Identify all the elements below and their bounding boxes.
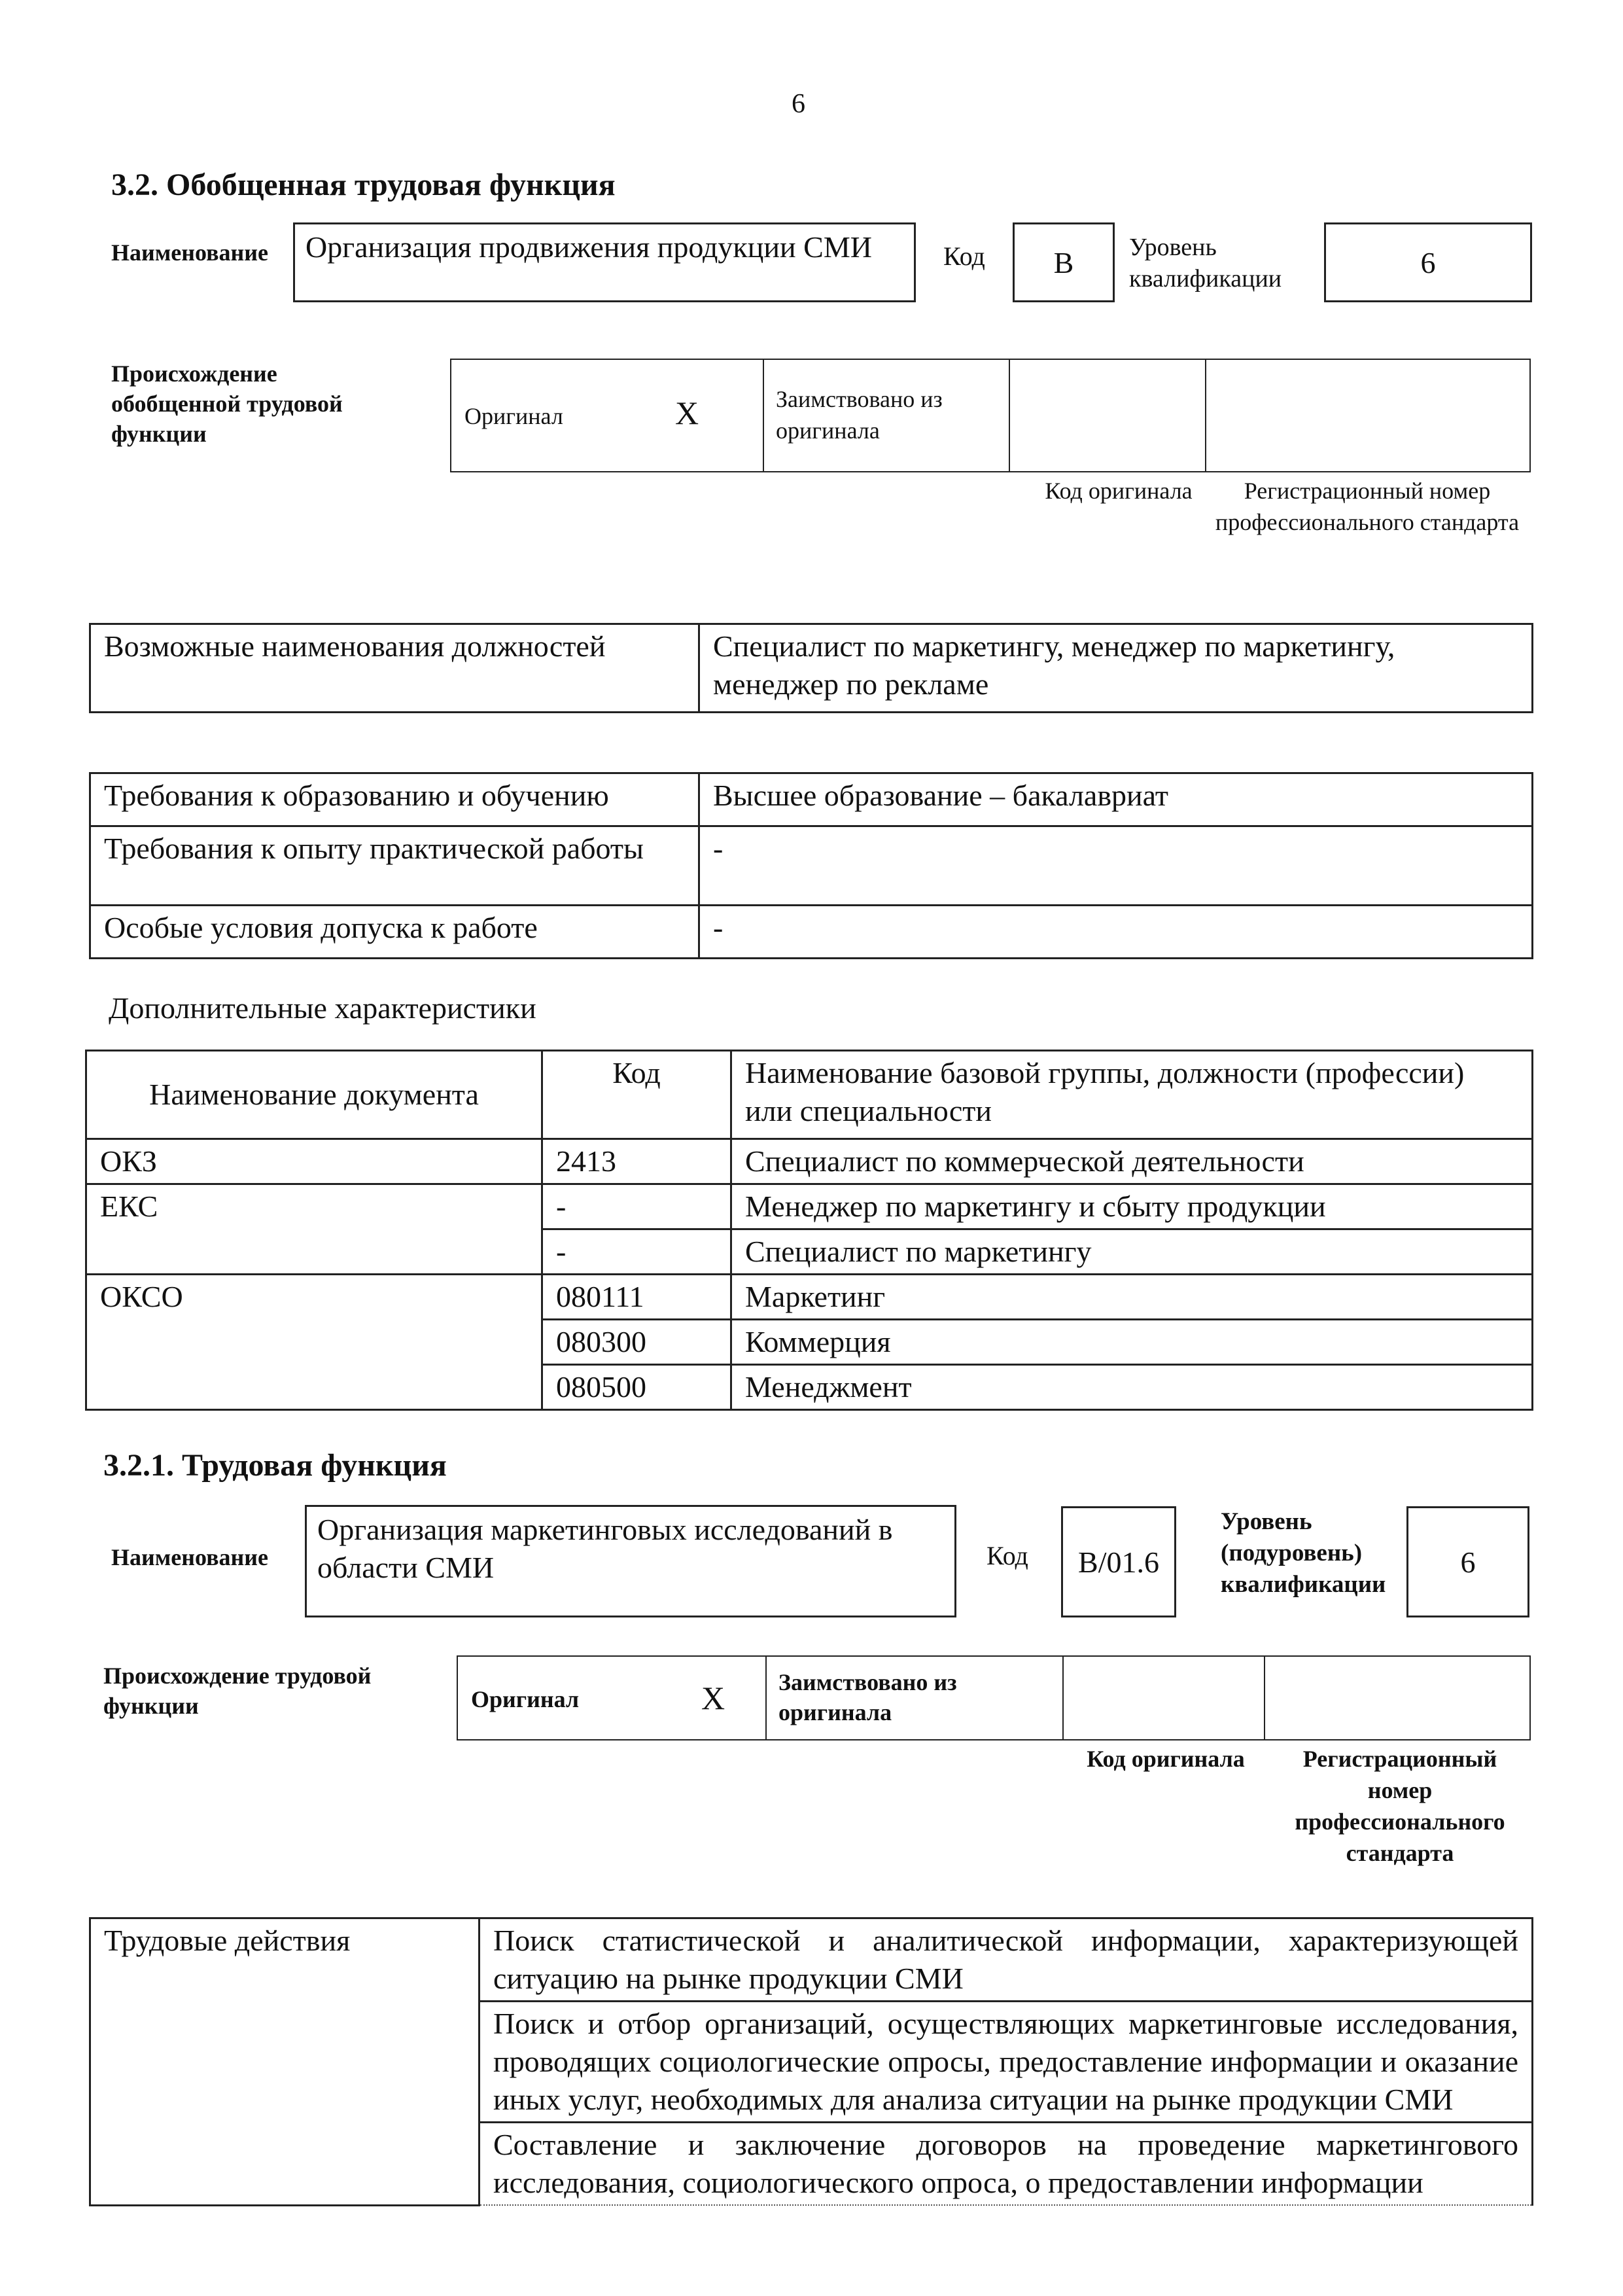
requirement-value: Высшее образование – бакалавриат [699,773,1533,826]
table-row [90,1918,1533,2002]
doc-cell: ОКЗ [86,1139,542,1184]
requirement-label: Требования к опыту практической работы [90,826,699,906]
name-cell: Специалист по коммерческой деятельности [731,1139,1533,1184]
header-group-name: Наименование базовой группы, должности (профессии) или специальности [731,1051,1533,1139]
table-row [86,1139,1533,1184]
positions-label: Возможные наименования должностей [90,624,699,713]
origin-table [457,1655,1531,1740]
name-label: Наименование [111,239,268,266]
table-row [90,773,1533,826]
origin-label: Происхождение трудовой функции [103,1663,372,1719]
page-number: 6 [792,89,805,119]
origin-code-caption: Код оригинала [1087,1746,1245,1772]
code-cell: 080300 [542,1320,731,1365]
function-name: Организация продвижения продукции СМИ [305,230,872,264]
code-value: B/01.6 [1078,1545,1159,1579]
borrowed-label: Заимствовано из оригинала [776,386,943,444]
level-value: 6 [1420,245,1436,279]
origin-label: Происхождение обобщенной трудовой функции [111,361,343,447]
requirement-label: Особые условия допуска к работе [90,906,699,959]
code-cell: 080111 [542,1275,731,1320]
function-name: Организация маркетинговых исследований в области СМИ [317,1513,893,1584]
origin-table [450,359,1531,472]
code-cell: - [542,1184,731,1229]
requirement-label: Требования к образованию и обучению [90,773,699,826]
name-cell: Маркетинг [731,1275,1533,1320]
requirement-value: - [699,826,1533,906]
actions-label: Трудовые действия [90,1918,480,2206]
name-label: Наименование [111,1544,268,1570]
positions-value: Специалист по маркетингу, менеджер по маркетингу, менеджер по рекламе [699,624,1533,713]
header-document: Наименование документа [86,1051,542,1139]
original-label: Оригинал [471,1686,580,1712]
reg-number-caption: Регистрационный номер профессионального стандарта [1215,478,1520,535]
code-cell: 080500 [542,1365,731,1410]
header-code: Код [542,1051,731,1139]
code-box [1013,222,1115,302]
original-mark: X [701,1680,725,1716]
additional-label: Дополнительные характеристики [109,991,536,1025]
level-label: Уровень квалификации [1129,234,1282,292]
requirement-value: - [699,906,1533,959]
table-row [86,1275,1533,1320]
level-box [1324,222,1532,302]
table-row [90,906,1533,959]
original-mark: X [675,395,699,431]
name-cell: Специалист по маркетингу [731,1229,1533,1275]
level-value: 6 [1460,1545,1476,1579]
doc-cell: ЕКС [86,1184,542,1275]
reg-number-caption: Регистрационный номер профессионального стандарта [1295,1746,1505,1866]
code-value: B [1053,245,1074,279]
code-cell: 2413 [542,1139,731,1184]
additional-table [85,1050,1533,1411]
action-item: Поиск статистической и аналитической информации, характеризующей ситуацию на рынке продукции СМИ [480,1918,1533,2002]
requirements-table [89,772,1533,959]
section-heading: 3.2. Обобщенная трудовая функция [111,168,616,202]
level-label: Уровень (подуровень) квалификации [1221,1508,1386,1598]
name-cell: Коммерция [731,1320,1533,1365]
code-cell: - [542,1229,731,1275]
table-header-row [86,1051,1533,1139]
positions-table [89,623,1533,713]
subsection-heading: 3.2.1. Трудовая функция [103,1448,447,1483]
borrowed-label: Заимствовано из оригинала [778,1669,957,1725]
doc-cell: ОКСО [86,1275,542,1410]
action-item: Составление и заключение договоров на проведение маркетингового исследования, социологического опроса, о предоставлении информации [480,2123,1533,2206]
table-row [90,624,1533,713]
table-row [90,826,1533,906]
name-cell: Менеджмент [731,1365,1533,1410]
original-label: Оригинал [464,403,563,429]
code-label: Код [986,1541,1028,1570]
code-box [1061,1506,1176,1617]
function-name-box [293,222,916,302]
level-box [1406,1506,1529,1617]
code-label: Код [943,241,985,271]
origin-code-caption: Код оригинала [1045,478,1193,504]
name-cell: Менеджер по маркетингу и сбыту продукции [731,1184,1533,1229]
labor-actions-table [89,1917,1533,2206]
function-name-box [305,1505,956,1617]
table-row [86,1184,1533,1229]
action-item: Поиск и отбор организаций, осуществляющих маркетинговые исследования, проводящих социологические опросы, предоставление информации и оказание иных услуг, необходимых для анализа ситуации на рынке продукции СМИ [480,2002,1533,2123]
